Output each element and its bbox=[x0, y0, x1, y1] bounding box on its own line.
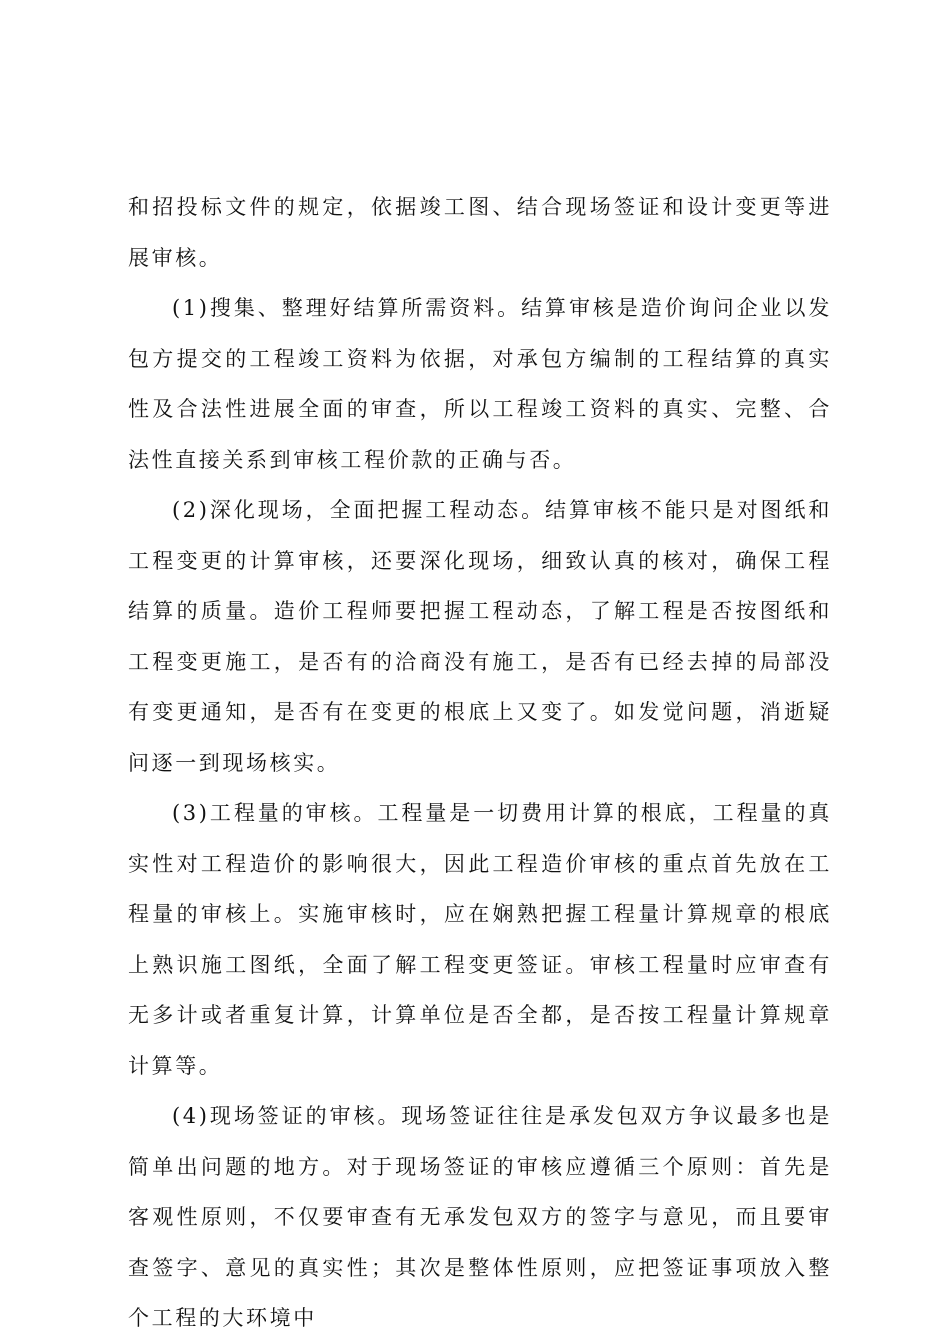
paragraph-item-3: (3)工程量的审核。工程量是一切费用计算的根底，工程量的真实性对工程造价的影响很大，因此工程造价审核的重点首先放在工程量的审核上。实施审核时，应在娴熟把握工程量计算规章的根底上熟识施工图纸，全面了解工程变更签证。审核工程量时应审查有无多计或者重复计算，计算单位是否全都，是否按工程量计算规章计算等。 bbox=[128, 801, 832, 1078]
paragraph-item-1: (1)搜集、整理好结算所需资料。结算审核是造价询问企业以发包方提交的工程竣工资料为依据，对承包方编制的工程结算的真实性及合法性进展全面的审查，所以工程竣工资料的真实、完整、合法性直接关系到审核工程价款的正确与否。 bbox=[128, 296, 832, 472]
document-body bbox=[128, 182, 832, 1344]
paragraph-continuation: 和招投标文件的规定，依据竣工图、结合现场签证和设计变更等进展审核。 bbox=[128, 195, 832, 270]
paragraph-item-4: (4)现场签证的审核。现场签证往往是承发包双方争议最多也是简单出问题的地方。对于现场签证的审核应遵循三个原则：首先是客观性原则，不仅要审查有无承发包双方的签字与意见，而且要审查签字、意见的真实性；其次是整体性原则，应把签证事项放入整个工程的大环境中 bbox=[128, 1104, 832, 1330]
paragraph-item-2: (2)深化现场，全面把握工程动态。结算审核不能只是对图纸和工程变更的计算审核，还要深化现场，细致认真的核对，确保工程结算的质量。造价工程师要把握工程动态，了解工程是否按图纸和工程变更施工，是否有的洽商没有施工，是否有已经去掉的局部没有变更通知，是否有在变更的根底上又变了。如发觉问题，消逝疑问逐一到现场核实。 bbox=[128, 498, 832, 775]
